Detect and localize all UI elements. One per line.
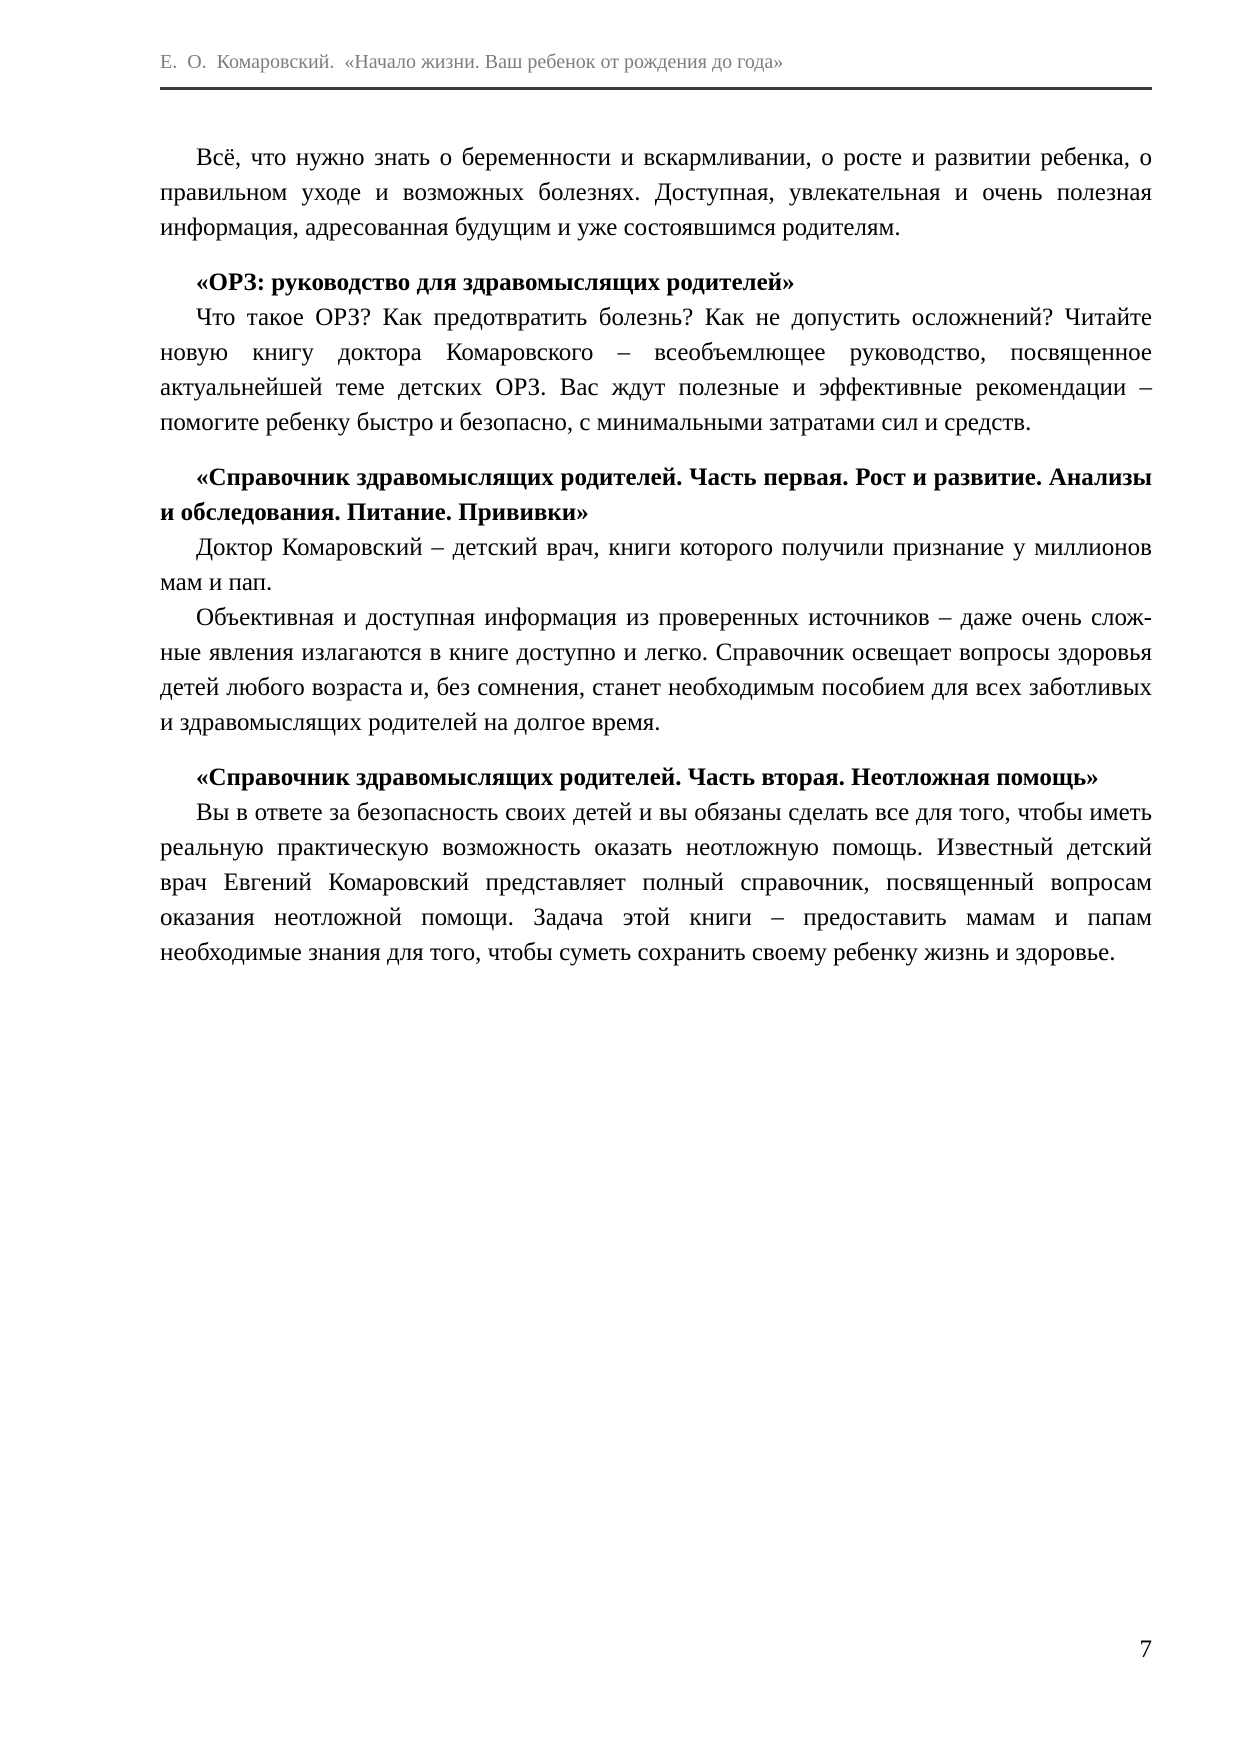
paragraph-handbook-part-two-description: Вы в ответе за безопасность своих детей и вы обязаны сделать все для того, чтобы иметь реальную практическую возможность оказать неотложную помощь. Известный детский врач Евгений Комаровский представляет полный справочник, посвященный вопросам оказания неотложной помощи. Задача этой книги – предоставить мамам и папам необходимые знания для того, чтобы суметь сохранить своему ребенку жизнь и здоровье. (160, 799, 1152, 966)
paragraph-orz: Что такое ОРЗ? Как предотвратить болезнь? Как не допустить осложнений? Читайте новую книгу доктора Комаровского – всеобъемлющее руководство, посвященное актуальнейшей теме детских ОРЗ. Вас ждут полезные и эффективные рекомендации – помогите ребенку быстро и безопасно, с минимальными затратами сил и средств. (160, 304, 1152, 436)
section-heading-orz: «ОРЗ: руководство для здравомыслящих родителей» (196, 269, 795, 296)
running-header: Е. О. Комаровский. «Начало жизни. Ваш ребенок от рождения до года» (160, 51, 784, 73)
paragraph-handbook-part-one-description: Объективная и доступная информация из проверенных источников – даже очень сложные явления излагаются в книге доступно и легко. Справочник освещает вопросы здоровья детей любого возраста и, без сомнения, станет необходимым пособием для всех заботливых и здравомыслящих родителей на долгое время. (160, 604, 1152, 736)
header-rule-divider (160, 87, 1152, 90)
section-heading-handbook-part-two: «Справочник здравомыслящих родителей. Часть вторая. Неотложная помощь» (196, 764, 1099, 791)
section-heading-handbook-part-one: «Справочник здравомыслящих родителей. Часть первая. Рост и развитие. Анализы и обследования. Питание. Прививки» (160, 464, 1152, 526)
paragraph-intro: Всё, что нужно знать о беременности и вскармливании, о росте и развитии ребенка, о правильном уходе и возможных болезнях. Доступная, увлекательная и очень полезная информация, адресованная будущим и уже состоявшимся родителям. (160, 144, 1152, 241)
page-number: 7 (1139, 1636, 1152, 1663)
paragraph-handbook-part-one-intro: Доктор Комаровский – детский врач, книги которого получили признание у миллионов мам и пап. (160, 534, 1152, 596)
page-content (160, 140, 1152, 970)
